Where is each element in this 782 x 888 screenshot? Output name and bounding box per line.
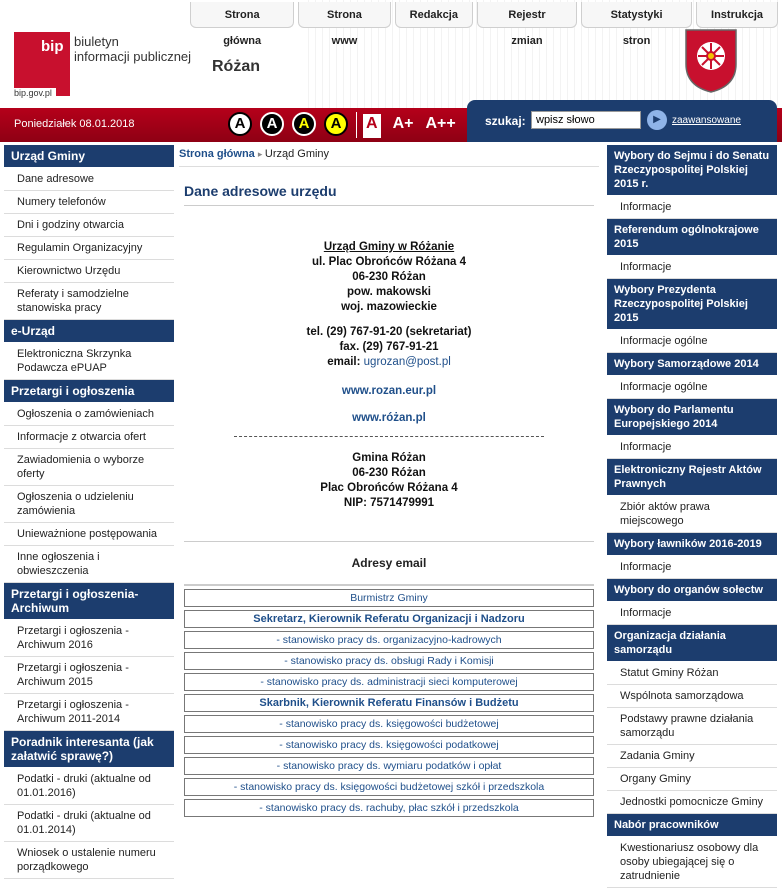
rightcol-item-statut-gminy-ro-z-an[interactable]: Statut Gminy Różan	[607, 662, 777, 685]
gmina-nip: NIP: 7571479991	[343, 497, 435, 509]
rightcol-item-jednostki-pomocnicze-gminy[interactable]: Jednostki pomocnicze Gminy	[607, 791, 777, 814]
leftcol-item-numery-telefono-w[interactable]: Numery telefonów	[4, 191, 174, 214]
topnav-changes[interactable]: Rejestr zmian	[477, 2, 577, 28]
dashed-separator	[234, 436, 544, 437]
email-row[interactable]: - stanowisko pracy ds. obsługi Rady i Komisji	[184, 652, 594, 670]
font-normal-button[interactable]: A	[363, 114, 381, 138]
rightcol-heading[interactable]: Wybory Prezydenta Rzeczypospolitej Polskiej 2015	[607, 279, 777, 330]
rightcol-item-zadania-gminy[interactable]: Zadania Gminy	[607, 745, 777, 768]
rightcol-item-informacje[interactable]: Informacje	[607, 196, 777, 219]
site-name: Różan	[212, 58, 260, 75]
emails-title: Adresy email	[351, 556, 427, 570]
leftcol-item-podatki-druki-aktualne-od-01-01-2016[interactable]: Podatki - druki (aktualne od 01.01.2016)	[4, 768, 174, 805]
leftcol-item-og-oszenia-o-udzieleniu-zamo-wienia[interactable]: Ogłoszenia o udzieleniu zamówienia	[4, 486, 174, 523]
breadcrumb-current: Urząd Gminy	[264, 148, 330, 160]
leftcol-item-regulamin-organizacyjny[interactable]: Regulamin Organizacyjny	[4, 237, 174, 260]
rightcol-item-podstawy-prawne-dzia-ania-samorza-du[interactable]: Podstawy prawne działania samorządu	[607, 708, 777, 745]
search-label: szukaj:	[485, 114, 526, 128]
rightcol-heading[interactable]: Wybory Samorządowe 2014	[607, 353, 777, 376]
contrast-black-white-button[interactable]: A	[260, 112, 284, 136]
office-street: ul. Plac Obrońców Różana 4	[311, 256, 466, 268]
email-row[interactable]: Skarbnik, Kierownik Referatu Finansów i Budżetu	[184, 694, 594, 712]
page-title: Dane adresowe urzędu	[184, 183, 594, 206]
search-go-icon[interactable]: ▶	[647, 110, 667, 130]
office-email-link[interactable]: ugrozan@post.pl	[363, 356, 451, 368]
logo-line2: informacji publicznej	[74, 49, 192, 64]
leftcol-item-inne-og-oszenia-i-obwieszczenia[interactable]: Inne ogłoszenia i obwieszczenia	[4, 546, 174, 583]
font-largest-button[interactable]: A++	[425, 115, 456, 132]
leftcol-item-przetargi-i-og-oszenia-archiwum-2015[interactable]: Przetargi i ogłoszenia - Archiwum 2015	[4, 657, 174, 694]
topnav-home[interactable]: Strona główna	[190, 2, 294, 28]
topnav-www[interactable]: Strona www	[298, 2, 390, 28]
gmina-street: Plac Obrońców Różana 4	[320, 482, 458, 494]
rightcol-item-informacje[interactable]: Informacje	[607, 602, 777, 625]
rightcol-item-informacje[interactable]: Informacje	[607, 256, 777, 279]
search-panel	[467, 100, 777, 142]
divider	[356, 112, 357, 138]
leftcol-heading[interactable]: Urząd Gminy	[4, 145, 174, 168]
search-input[interactable]	[531, 111, 641, 129]
office-county: pow. makowski	[347, 286, 431, 298]
rightcol-heading[interactable]: Wybory do organów sołectw	[607, 579, 777, 602]
office-fax: fax. (29) 767-91-21	[339, 341, 439, 353]
leftcol-item-elektroniczna-skrzynka-podawcza-epuap[interactable]: Elektroniczna Skrzynka Podawcza ePUAP	[4, 343, 174, 380]
leftcol-heading[interactable]: Przetargi i ogłoszenia	[4, 380, 174, 403]
breadcrumb-home[interactable]: Strona główna	[179, 148, 255, 160]
rightcol-item-informacje-ogo-lne[interactable]: Informacje ogólne	[607, 376, 777, 399]
rightcol-heading[interactable]: Wybory ławników 2016-2019	[607, 533, 777, 556]
rightcol-heading[interactable]: Wybory do Sejmu i do Senatu Rzeczypospolitej Polskiej 2015 r.	[607, 145, 777, 196]
advanced-search-link[interactable]: zaawansowane	[672, 115, 741, 126]
rightcol-item-organy-gminy[interactable]: Organy Gminy	[607, 768, 777, 791]
rightcol-heading[interactable]: Wybory do Parlamentu Europejskiego 2014	[607, 399, 777, 436]
top-navigation	[190, 2, 782, 47]
address-block	[179, 240, 599, 426]
www-link-1[interactable]: www.rozan.eur.pl	[341, 385, 437, 397]
leftcol-item-og-oszenia-o-zamo-wieniach[interactable]: Ogłoszenia o zamówieniach	[4, 403, 174, 426]
email-label: email:	[327, 356, 364, 368]
email-row[interactable]: Sekretarz, Kierownik Referatu Organizacji i Nadzoru	[184, 610, 594, 628]
coat-of-arms-icon	[682, 28, 740, 94]
rightcol-item-wspo-lnota-samorza-dowa[interactable]: Wspólnota samorządowa	[607, 685, 777, 708]
topnav-editorial[interactable]: Redakcja	[395, 2, 473, 28]
email-row[interactable]: - stanowisko pracy ds. księgowości budżetowej szkół i przedszkola	[184, 778, 594, 796]
contrast-black-yellow-button[interactable]: A	[292, 112, 316, 136]
topnav-manual[interactable]: Instrukcja	[696, 2, 778, 28]
rightcol-item-kwestionariusz-osobowy-dla-osoby-ubiegaj[interactable]: Kwestionariusz osobowy dla osoby ubiegającej się o zatrudnienie	[607, 837, 777, 888]
leftcol-heading[interactable]: Poradnik interesanta (jak załatwić sprawę?)	[4, 731, 174, 768]
current-date: Poniedziałek 08.01.2018	[14, 118, 135, 130]
leftcol-item-informacje-z-otwarcia-ofert[interactable]: Informacje z otwarcia ofert	[4, 426, 174, 449]
leftcol-heading[interactable]: e-Urząd	[4, 320, 174, 343]
font-larger-button[interactable]: A+	[392, 115, 414, 132]
breadcrumb-chevron-icon: ▸	[257, 149, 265, 159]
bip-logo-text	[74, 34, 191, 64]
gmina-city: 06-230 Różan	[352, 467, 426, 479]
gmina-block	[179, 451, 599, 511]
breadcrumb	[179, 145, 599, 167]
rightcol-item-informacje[interactable]: Informacje	[607, 556, 777, 579]
email-row[interactable]: - stanowisko pracy ds. administracji sieci komputerowej	[184, 673, 594, 691]
accessibility-controls	[228, 112, 468, 138]
rightcol-heading[interactable]: Organizacja działania samorządu	[607, 625, 777, 662]
leftcol-item-zawiadomienia-o-wyborze-oferty[interactable]: Zawiadomienia o wyborze oferty	[4, 449, 174, 486]
office-name: Urząd Gminy w Różanie	[323, 241, 455, 253]
leftcol-item-referaty-i-samodzielne-stanowiska-pracy[interactable]: Referaty i samodzielne stanowiska pracy	[4, 283, 174, 320]
emails-table	[184, 584, 594, 817]
right-menu	[607, 145, 777, 882]
rightcol-item-informacje[interactable]: Informacje	[607, 436, 777, 459]
office-city: 06-230 Różan	[352, 271, 426, 283]
main-content	[179, 145, 599, 841]
office-tel: tel. (29) 767-91-20 (sekretariat)	[306, 326, 472, 338]
gmina-name: Gmina Różan	[352, 452, 426, 464]
rightcol-item-zbio-r-akto-w-prawa-miejscowego[interactable]: Zbiór aktów prawa miejscowego	[607, 496, 777, 533]
email-row[interactable]: - stanowisko pracy ds. wymiaru podatków i opłat	[184, 757, 594, 775]
office-voivodeship: woj. mazowieckie	[341, 301, 437, 313]
contrast-yellow-black-button[interactable]: A	[324, 112, 348, 136]
email-row[interactable]: - stanowisko pracy ds. rachuby, płac szkół i przedszkola	[184, 799, 594, 817]
bip-logo-abbr: bip	[41, 38, 64, 55]
leftcol-item-dni-i-godziny-otwarcia[interactable]: Dni i godziny otwarcia	[4, 214, 174, 237]
email-row[interactable]: Burmistrz Gminy	[184, 589, 594, 607]
rightcol-item-informacje-ogo-lne[interactable]: Informacje ogólne	[607, 330, 777, 353]
email-row[interactable]: - stanowisko pracy ds. księgowości podatkowej	[184, 736, 594, 754]
leftcol-item-kierownictwo-urze-du[interactable]: Kierownictwo Urzędu	[4, 260, 174, 283]
left-menu	[4, 145, 174, 873]
office-email-row	[179, 355, 599, 370]
leftcol-heading[interactable]: Przetargi i ogłoszenia- Archiwum	[4, 583, 174, 620]
leftcol-item-uniewaz-nione-poste-powania[interactable]: Unieważnione postępowania	[4, 523, 174, 546]
rightcol-heading[interactable]: Elektroniczny Rejestr Aktów Prawnych	[607, 459, 777, 496]
leftcol-item-przetargi-i-og-oszenia-archiwum-2016[interactable]: Przetargi i ogłoszenia - Archiwum 2016	[4, 620, 174, 657]
rightcol-heading[interactable]: Nabór pracowników	[607, 814, 777, 837]
email-row[interactable]: - stanowisko pracy ds. księgowości budżetowej	[184, 715, 594, 733]
bip-logo[interactable]	[14, 32, 70, 96]
logo-url[interactable]: bip.gov.pl	[14, 88, 56, 98]
www-link-2[interactable]: www.różan.pl	[352, 412, 426, 424]
topnav-stats[interactable]: Statystyki stron	[581, 2, 692, 28]
header	[0, 0, 782, 108]
rightcol-heading[interactable]: Referendum ogólnokrajowe 2015	[607, 219, 777, 256]
contrast-normal-button[interactable]: A	[228, 112, 252, 136]
leftcol-item-przetargi-i-og-oszenia-archiwum-2011-201[interactable]: Przetargi i ogłoszenia - Archiwum 2011-2014	[4, 694, 174, 731]
leftcol-item-wniosek-o-ustalenie-numeru-porza-dkowego[interactable]: Wniosek o ustalenie numeru porządkowego	[4, 842, 174, 879]
leftcol-item-podatki-druki-aktualne-od-01-01-2014[interactable]: Podatki - druki (aktualne od 01.01.2014)	[4, 805, 174, 842]
leftcol-item-dane-adresowe[interactable]: Dane adresowe	[4, 168, 174, 191]
email-row[interactable]: - stanowisko pracy ds. organizacyjno-kadrowych	[184, 631, 594, 649]
logo-line1: biuletyn	[74, 34, 119, 49]
